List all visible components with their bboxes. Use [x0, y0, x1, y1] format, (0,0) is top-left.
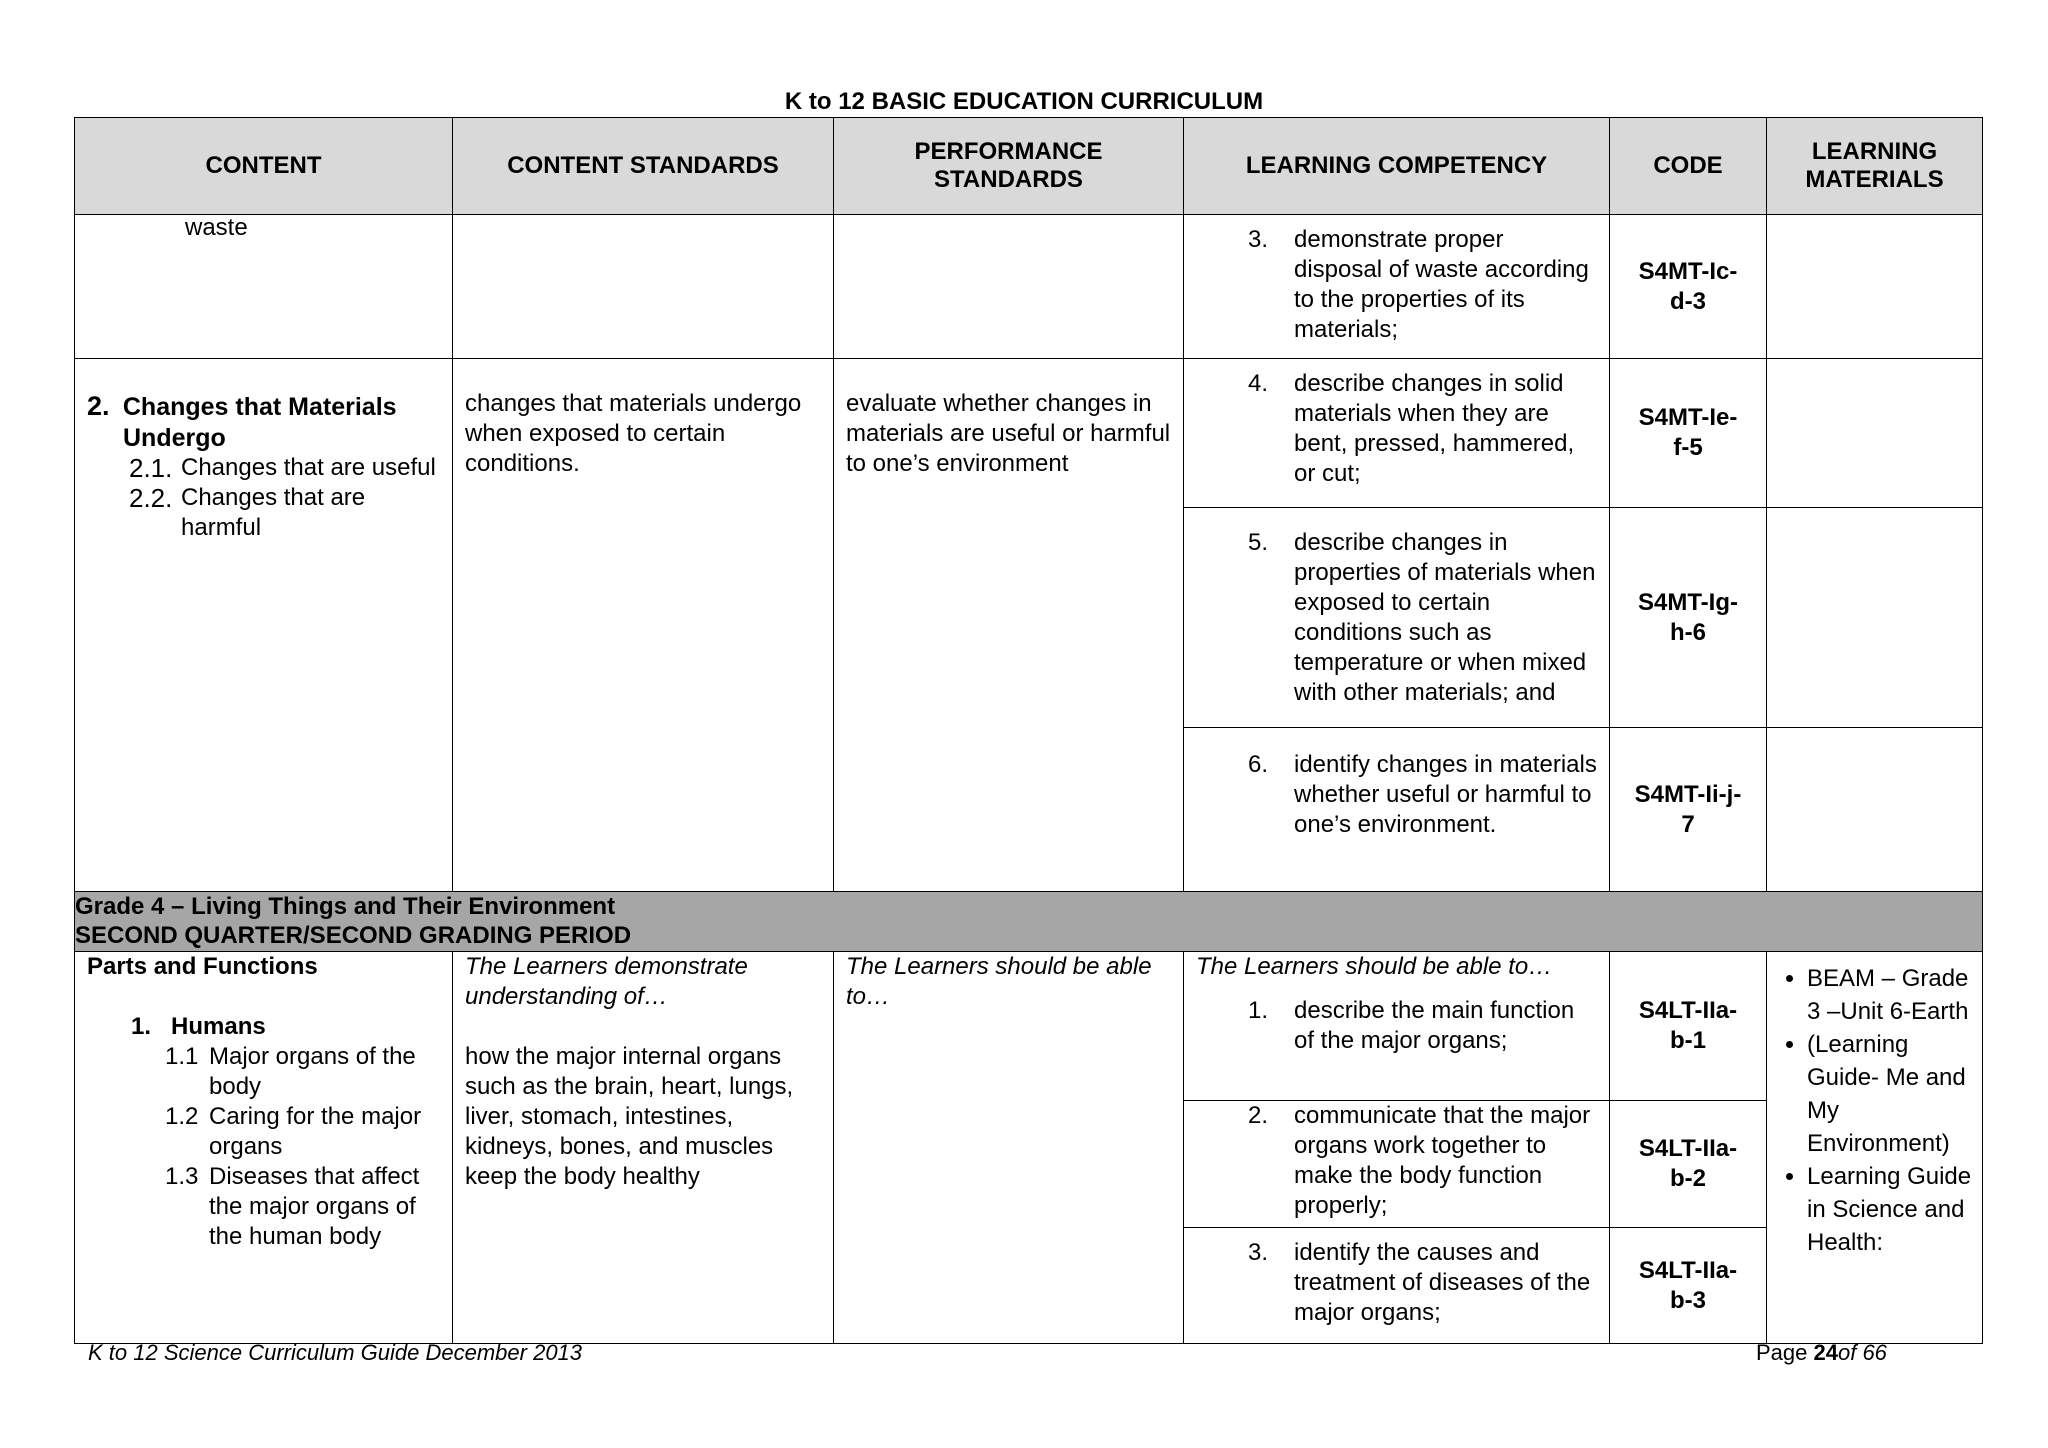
competency-item: 2. communicate that the major organs work together to make the body function properly;: [1248, 1102, 1591, 1219]
banner-line-1: Grade 4 – Living Things and Their Environment: [75, 893, 616, 920]
topic-heading: 1. Humans: [131, 1013, 266, 1040]
list-item: • (Learning Guide- Me and My Environment): [1807, 1028, 1982, 1160]
code-cell: S4MT-Ic- d-3: [1610, 215, 1767, 359]
materials-cell: [1767, 215, 1983, 359]
competency-item: 1. describe the main function of the major organs;: [1248, 997, 1575, 1054]
curriculum-table: [74, 117, 1983, 1344]
content-cell: waste: [185, 214, 248, 241]
subtopic: 1.1 Major organs of the body: [165, 1043, 416, 1100]
materials-cell: [1767, 359, 1983, 508]
content-standard-cell: [453, 215, 834, 359]
header-code: CODE: [1610, 118, 1767, 215]
topic-heading: 2. Changes that Materials: [87, 391, 397, 421]
competency-item: 6. identify changes in materials whether useful or harmful to one’s environment.: [1248, 751, 1597, 838]
content-intro: The Learners demonstrate understanding of…: [465, 953, 748, 1010]
performance-intro: The Learners should be able to…: [846, 953, 1152, 1010]
header-learning-competency: LEARNING COMPETENCY: [1184, 118, 1610, 215]
header-learning-materials: LEARNING MATERIALS: [1767, 118, 1983, 215]
table-row: [75, 359, 1983, 508]
page-number: Page 24of 66: [1756, 1340, 1887, 1365]
materials-cell: [1767, 728, 1983, 892]
subtopic: 2.2. Changes that are harmful: [129, 483, 366, 541]
competency-item: 3. identify the causes and treatment of diseases of the major organs;: [1248, 1239, 1591, 1326]
code-cell: S4MT-Ii-j- 7: [1610, 728, 1767, 892]
banner-line-2: SECOND QUARTER/SECOND GRADING PERIOD: [75, 922, 632, 949]
code-cell: S4LT-IIa- b-1: [1610, 952, 1767, 1101]
performance-standard-cell: evaluate whether changes in materials are useful or harmful to one’s environment: [846, 390, 1171, 477]
content-cell: [75, 359, 453, 892]
subtopic: 1.3 Diseases that affect the major organs of the human body: [165, 1163, 420, 1250]
page-title: K to 12 BASIC EDUCATION CURRICULUM: [784, 88, 1264, 115]
grade-banner: [75, 892, 1983, 952]
competency-item: 4. describe changes in solid materials when they are bent, pressed, hammered, or cut;: [1248, 370, 1575, 487]
materials-cell: [1767, 508, 1983, 728]
competency-item: 5. describe changes in properties of materials when exposed to certain conditions such as temperature or when mixed with other materials; and: [1248, 529, 1596, 706]
performance-standard-cell: [834, 215, 1184, 359]
subtopic: 1.2 Caring for the major organs: [165, 1103, 422, 1160]
code-cell: S4MT-Ig- h-6: [1610, 508, 1767, 728]
content-cell: [75, 952, 453, 1344]
code-cell: S4MT-Ie- f-5: [1610, 359, 1767, 508]
competency-intro: The Learners should be able to…: [1196, 953, 1553, 980]
header-content: CONTENT: [75, 118, 453, 215]
content-standard-cell: changes that materials undergo when exposed to certain conditions.: [465, 390, 802, 477]
list-item: • BEAM – Grade 3 –Unit 6-Earth: [1807, 962, 1982, 1028]
topic-heading-cont: Undergo: [123, 424, 226, 452]
list-item: • Learning Guide in Science and Health:: [1807, 1160, 1982, 1259]
header-performance-standards: PERFORMANCE STANDARDS: [834, 118, 1184, 215]
header-content-standards: CONTENT STANDARDS: [453, 118, 834, 215]
section-heading: Parts and Functions: [87, 953, 318, 980]
header-row: [75, 118, 1983, 215]
subtopic: 2.1. Changes that are useful: [129, 453, 436, 483]
materials-list: [1767, 962, 1982, 1259]
footer-guide-title: K to 12 Science Curriculum Guide December 2013: [88, 1340, 583, 1365]
competency-item: 3. demonstrate proper disposal of waste according to the properties of its materials;: [1248, 226, 1589, 343]
competency-cell: [1184, 952, 1610, 1101]
table-row: [75, 215, 1983, 359]
content-standard-text: how the major internal organs such as the brain, heart, lungs, liver, stomach, intestines, kidneys, bones, and muscles keep the body healthy: [465, 1043, 794, 1190]
code-cell: S4LT-IIa- b-2: [1610, 1101, 1767, 1228]
code-cell: S4LT-IIa- b-3: [1610, 1228, 1767, 1344]
materials-cell: [1767, 952, 1983, 1344]
table-row: [75, 952, 1983, 1101]
content-standard-cell: [453, 952, 834, 1344]
